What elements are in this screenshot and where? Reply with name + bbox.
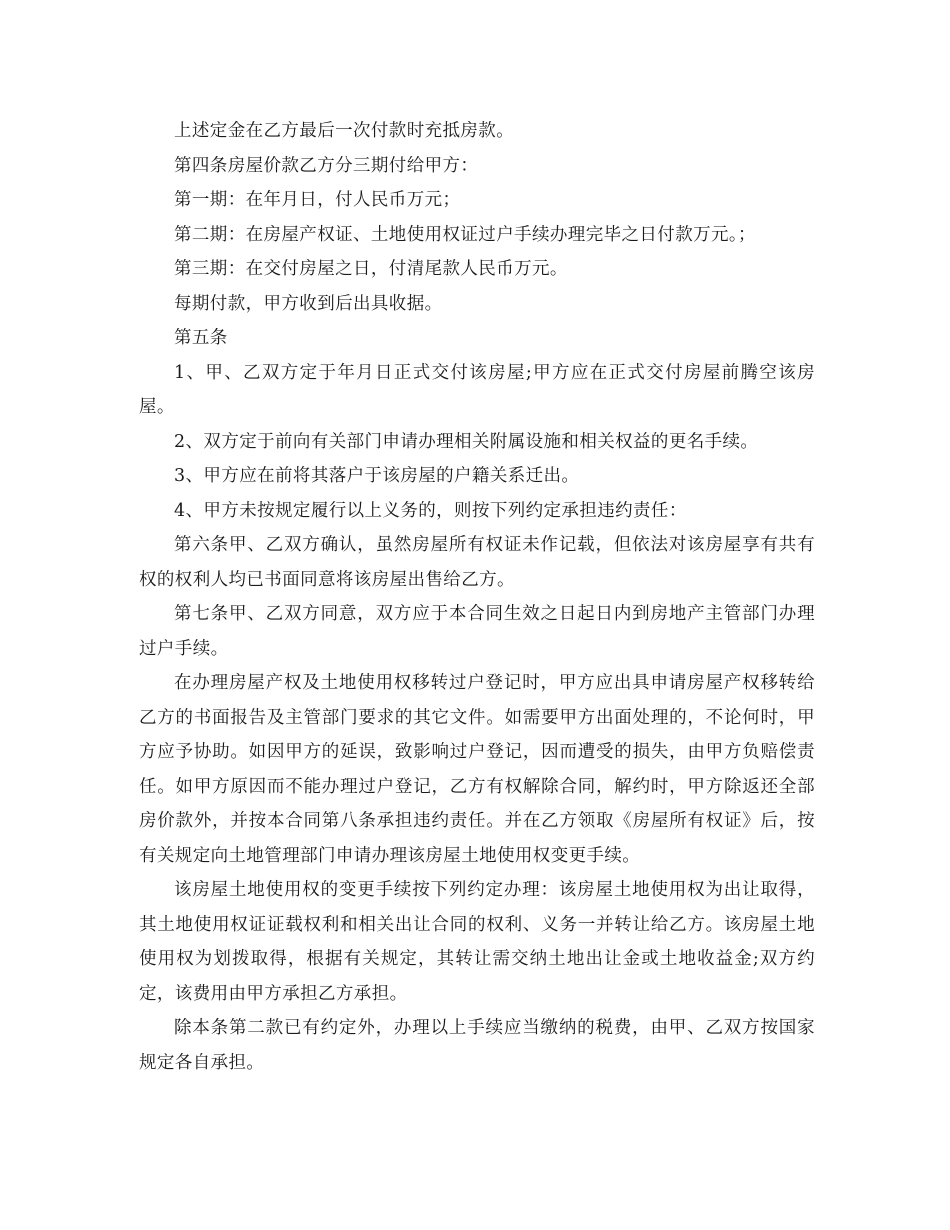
paragraph-article-7: 第七条甲、乙双方同意，双方应于本合同生效之日起日内到房地产主管部门办理过户手续。: [139, 604, 815, 659]
paragraph-article-5-title: 第五条: [174, 328, 228, 348]
paragraph-article-6: 第六条甲、乙双方确认，虽然房屋所有权证未作记载，但依法对该房屋享有共有权的权利人均已书面同意将该房屋出售给乙方。: [139, 535, 815, 590]
paragraph-article-5-item-2: 2、双方定于前向有关部门申请办理相关附属设施和相关权益的更名手续。: [174, 431, 759, 452]
paragraph-article-5-item-4: 4、甲方未按规定履行以上义务的，则按下列约定承担违约责任：: [174, 500, 687, 521]
paragraph-land-use-rights: 该房屋土地使用权的变更手续按下列约定办理：该房屋土地使用权为出让取得，其土地使用权证证载权利和相关出让合同的权利、义务一并转让给乙方。该房屋土地使用权为划拨取得，根据有关规定，其转让需交纳土地出让金或土地收益金;双方约定，该费用由甲方承担乙方承担。: [139, 880, 815, 1004]
document-body: [139, 114, 815, 1080]
paragraph-article-5-item-1: 1、甲、乙双方定于年月日正式交付该房屋;甲方应在正式交付房屋前腾空该房屋。: [139, 362, 815, 417]
paragraph-article-4-title: 第四条房屋价款乙方分三期付给甲方：: [174, 155, 479, 176]
paragraph-receipt: 每期付款，甲方收到后出具收据。: [174, 293, 443, 314]
paragraph-installment-2: 第二期：在房屋产权证、土地使用权证过户手续办理完毕之日付款万元。；: [174, 224, 756, 245]
paragraph-installment-3: 第三期：在交付房屋之日，付清尾款人民币万元。: [174, 259, 568, 279]
paragraph-article-5-item-3: 3、甲方应在前将其落户于该房屋的户籍关系迁出。: [174, 466, 580, 486]
paragraph-taxes-fees: 除本条第二款已有约定外，办理以上手续应当缴纳的税费，由甲、乙双方按国家规定各自承担。: [139, 1018, 815, 1073]
paragraph-installment-1: 第一期：在年月日，付人民币万元；: [174, 190, 461, 210]
paragraph-deposit-offset: 上述定金在乙方最后一次付款时充抵房款。: [174, 121, 515, 141]
paragraph-transfer-registration: 在办理房屋产权及土地使用权移转过户登记时，甲方应出具申请房屋产权移转给乙方的书面报告及主管部门要求的其它文件。如需要甲方出面处理的，不论何时，甲方应予协助。如因甲方的延误，致影响过户登记，因而遭受的损失，由甲方负赔偿责任。如甲方原因而不能办理过户登记，乙方有权解除合同，解约时，甲方除返还全部房价款外，并按本合同第八条承担违约责任。并在乙方领取《房屋所有权证》后，按有关规定向土地管理部门申请办理该房屋土地使用权变更手续。: [139, 673, 815, 866]
